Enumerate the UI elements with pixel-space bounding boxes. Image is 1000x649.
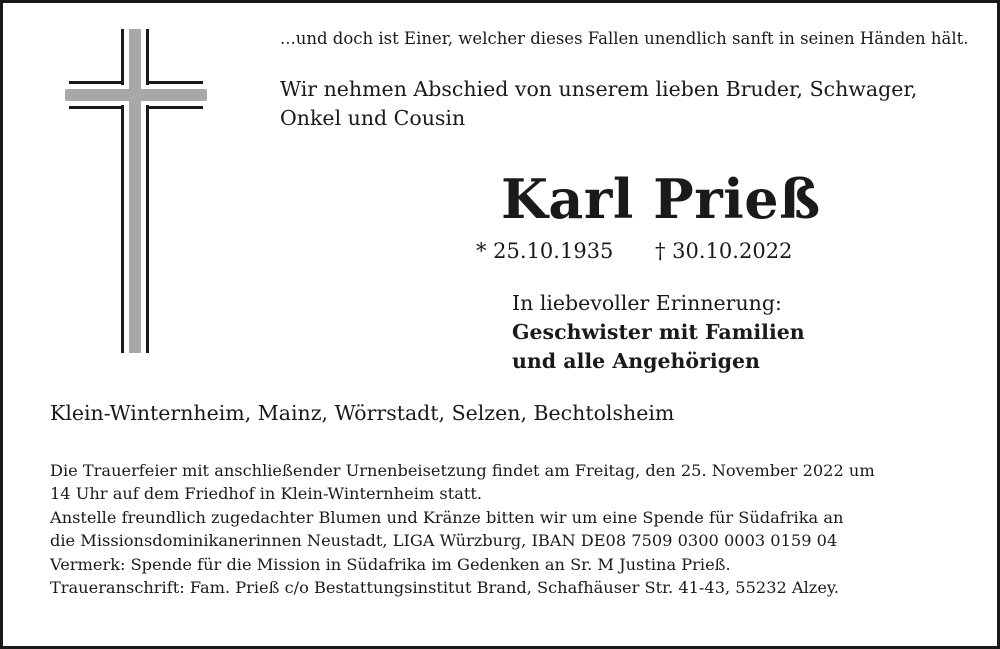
deceased-name: Karl Prieß: [501, 167, 821, 231]
cross-icon: [65, 29, 207, 353]
details-line: Vermerk: Spende für die Mission in Südafrika im Gedenken an Sr. M Justina Prieß.: [50, 554, 731, 574]
mourners-line-2: und alle Angehörigen: [512, 349, 760, 373]
details-line: Anstelle freundlich zugedachter Blumen und Kränze bitten wir um eine Spende für Südafrika an: [50, 507, 844, 527]
funeral-details: [50, 459, 875, 599]
details-line: Traueranschrift: Fam. Prieß c/o Bestattungsinstitut Brand, Schafhäuser Str. 41-43, 55232 Alzey.: [50, 578, 840, 598]
motto-quote: ...und doch ist Einer, welcher dieses Fallen unendlich sanft in seinen Händen hält.: [280, 29, 969, 48]
farewell-line-1: Wir nehmen Abschied von unserem lieben Bruder, Schwager,: [280, 77, 918, 101]
farewell-line-2: Onkel und Cousin: [280, 106, 466, 130]
mourners-intro: In liebevoller Erinnerung:: [512, 291, 782, 315]
details-line: 14 Uhr auf dem Friedhof in Klein-Winternheim statt.: [50, 484, 483, 504]
details-line: Die Trauerfeier mit anschließender Urnenbeisetzung findet am Freitag, den 25. November 2022 um: [50, 461, 875, 480]
places-line: Klein-Winternheim, Mainz, Wörrstadt, Selzen, Bechtolsheim: [50, 401, 675, 425]
farewell-text: [280, 75, 917, 133]
mourners-line-1: Geschwister mit Familien: [512, 320, 805, 344]
mourners-block: [512, 289, 805, 376]
birth-date: * 25.10.1935: [476, 239, 614, 263]
death-date: † 30.10.2022: [655, 239, 793, 263]
details-line: die Missionsdominikanerinnen Neustadt, LIGA Würzburg, IBAN DE08 7509 0300 0003 0159 04: [50, 531, 838, 551]
